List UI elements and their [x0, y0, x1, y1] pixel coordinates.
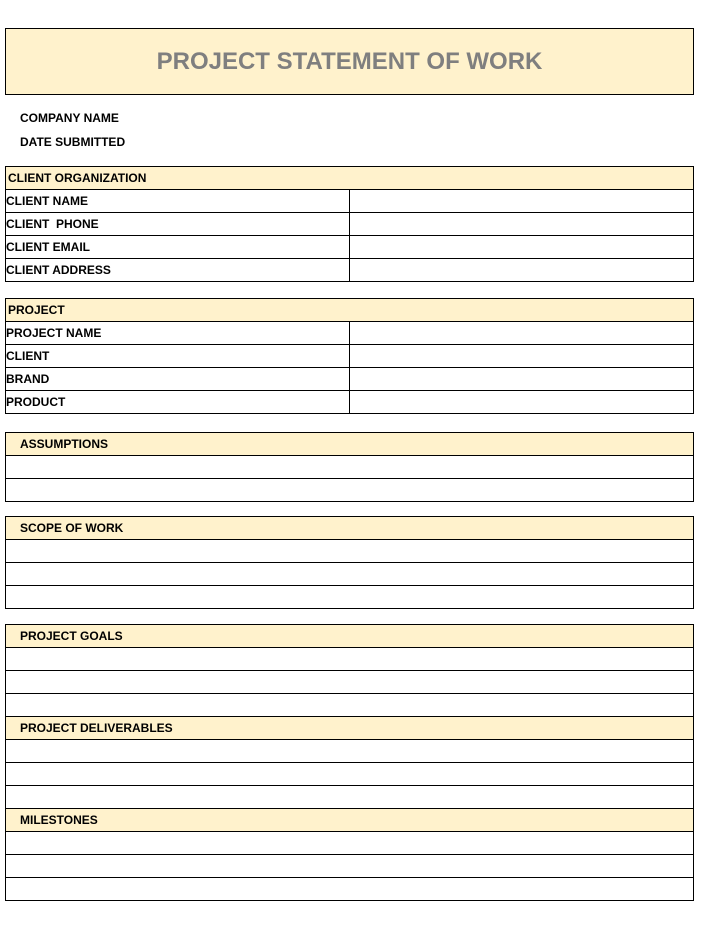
client-name-field[interactable] — [350, 190, 694, 213]
table-row — [6, 345, 694, 368]
project-client-field[interactable] — [350, 345, 694, 368]
table-row — [6, 456, 694, 479]
table-row — [6, 479, 694, 502]
project-goals-line[interactable] — [6, 671, 694, 694]
table-row — [6, 648, 694, 671]
product-label: PRODUCT — [6, 391, 350, 414]
milestones-header: MILESTONES — [6, 809, 694, 832]
project-table — [5, 298, 694, 414]
client-email-field[interactable] — [350, 236, 694, 259]
client-phone-field[interactable] — [350, 213, 694, 236]
product-field[interactable] — [350, 391, 694, 414]
table-row — [6, 322, 694, 345]
project-deliverables-line[interactable] — [6, 786, 694, 809]
project-goals-line[interactable] — [6, 648, 694, 671]
assumptions-header: ASSUMPTIONS — [6, 433, 694, 456]
table-row — [6, 213, 694, 236]
assumptions-line[interactable] — [6, 479, 694, 502]
project-goals-header: PROJECT GOALS — [6, 625, 694, 648]
table-row — [6, 540, 694, 563]
project-goals-line[interactable] — [6, 694, 694, 717]
project-header: PROJECT — [6, 299, 694, 322]
scope-of-work-line[interactable] — [6, 563, 694, 586]
table-row — [6, 391, 694, 414]
assumptions-table — [5, 432, 694, 502]
client-name-label: CLIENT NAME — [6, 190, 350, 213]
goals-deliverables-milestones-table — [5, 624, 694, 901]
table-row — [6, 832, 694, 855]
milestones-line[interactable] — [6, 832, 694, 855]
table-row — [6, 855, 694, 878]
table-row — [6, 694, 694, 717]
project-name-field[interactable] — [350, 322, 694, 345]
project-name-label: PROJECT NAME — [6, 322, 350, 345]
table-row — [6, 563, 694, 586]
scope-of-work-table — [5, 516, 694, 609]
assumptions-line[interactable] — [6, 456, 694, 479]
table-row — [6, 671, 694, 694]
project-client-label: CLIENT — [6, 345, 350, 368]
client-organization-header: CLIENT ORGANIZATION — [6, 167, 694, 190]
project-deliverables-header: PROJECT DELIVERABLES — [6, 717, 694, 740]
table-row — [6, 368, 694, 391]
client-email-label: CLIENT EMAIL — [6, 236, 350, 259]
client-address-field[interactable] — [350, 259, 694, 282]
project-deliverables-line[interactable] — [6, 763, 694, 786]
table-row — [6, 878, 694, 901]
milestones-line[interactable] — [6, 855, 694, 878]
table-row — [6, 586, 694, 609]
brand-field[interactable] — [350, 368, 694, 391]
table-row — [6, 740, 694, 763]
project-deliverables-line[interactable] — [6, 740, 694, 763]
table-row — [6, 786, 694, 809]
client-address-label: CLIENT ADDRESS — [6, 259, 350, 282]
table-row — [6, 190, 694, 213]
company-name-label: COMPANY NAME — [20, 111, 119, 125]
page-title: PROJECT STATEMENT OF WORK — [156, 47, 543, 75]
client-organization-table — [5, 166, 694, 282]
scope-of-work-header: SCOPE OF WORK — [6, 517, 694, 540]
milestones-line[interactable] — [6, 878, 694, 901]
client-phone-label: CLIENT PHONE — [6, 213, 350, 236]
title-banner — [5, 28, 694, 95]
table-row — [6, 763, 694, 786]
scope-of-work-line[interactable] — [6, 540, 694, 563]
table-row — [6, 259, 694, 282]
brand-label: BRAND — [6, 368, 350, 391]
table-row — [6, 236, 694, 259]
scope-of-work-line[interactable] — [6, 586, 694, 609]
date-submitted-label: DATE SUBMITTED — [20, 135, 126, 149]
